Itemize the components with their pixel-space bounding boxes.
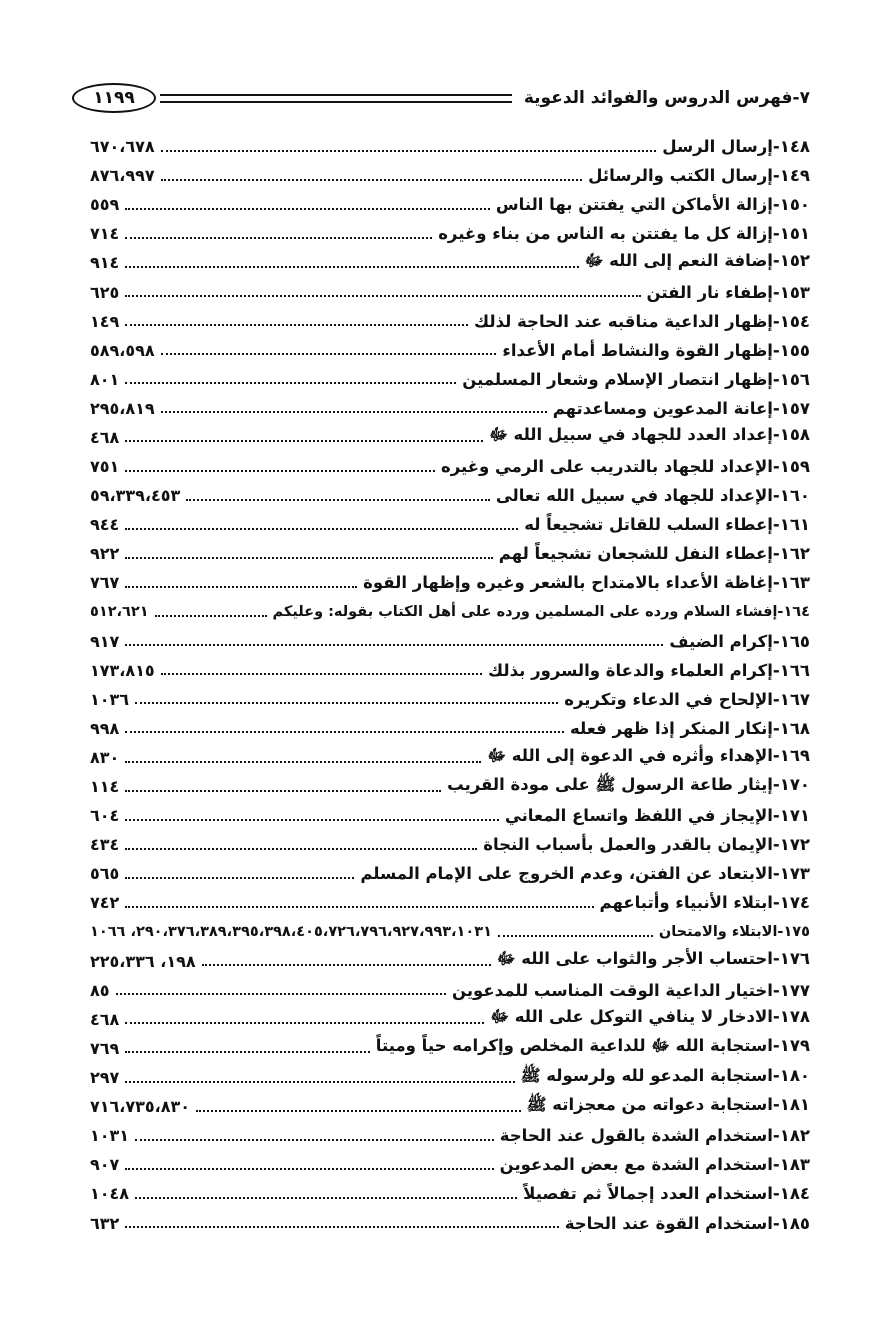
index-entry bbox=[90, 219, 810, 248]
entry-page-numbers: ١٩٨، ٢٢٥،٣٣٦ bbox=[90, 951, 196, 971]
entry-page-numbers: ٤٣٤ bbox=[90, 835, 120, 855]
dot-leader bbox=[125, 470, 435, 472]
entry-title: ١٧٠-إيثار طاعة الرسول ﷺ على مودة القريب bbox=[447, 774, 810, 794]
entry-title: ١٥٩-الإعداد للجهاد بالتدريب على الرمي وغيره bbox=[440, 457, 810, 477]
entry-title: ١٨٢-استخدام الشدة بالقول عند الحاجة bbox=[499, 1126, 810, 1146]
entry-title: ١٨٣-استخدام الشدة مع بعض المدعوين bbox=[499, 1155, 810, 1175]
entry-page-numbers: ٥٥٩ bbox=[90, 195, 120, 215]
index-list bbox=[90, 132, 810, 1238]
dot-leader bbox=[125, 324, 468, 326]
entry-title: ١٨٠-استجابة المدعو لله ولرسوله ﷺ bbox=[520, 1065, 810, 1085]
dot-leader bbox=[161, 353, 497, 355]
dot-leader bbox=[125, 266, 578, 268]
entry-title: ١٥٦-إظهار انتصار الإسلام وشعار المسلمين bbox=[462, 369, 810, 389]
entry-page-numbers: ٧٥١ bbox=[90, 457, 120, 477]
entry-page-numbers: ٥٨٩،٥٩٨ bbox=[90, 340, 155, 360]
dot-leader bbox=[125, 208, 490, 210]
entry-title: ١٥١-إزالة كل ما يفتتن به الناس من بناء وغيره bbox=[438, 224, 810, 244]
entry-page-numbers: ١٠٣٦ bbox=[90, 689, 130, 709]
entry-page-numbers: ٥٩،٣٣٩،٤٥٣ bbox=[90, 486, 181, 506]
dot-leader bbox=[135, 702, 558, 704]
entry-title: ١٦٤-إفشاء السلام ورده على المسلمين ورده على أهل الكتاب بقوله: وعليكم bbox=[272, 604, 810, 621]
entry-page-numbers: ٥١٢،٦٢١ bbox=[90, 604, 149, 621]
index-entry bbox=[90, 714, 810, 743]
index-entry bbox=[90, 1208, 810, 1237]
dot-leader bbox=[196, 1110, 521, 1112]
entry-title: ١٧١-الإيجاز في اللفظ واتساع المعاني bbox=[504, 806, 810, 826]
entry-title: ١٨٤-استخدام العدد إجمالاً ثم تفصيلاً bbox=[523, 1184, 810, 1204]
index-entry bbox=[90, 248, 810, 277]
index-entry bbox=[90, 539, 810, 568]
entry-page-numbers: ٦٢٥ bbox=[90, 282, 120, 302]
index-entry bbox=[90, 452, 810, 481]
entry-page-numbers: ٩٩٨ bbox=[90, 718, 120, 738]
entry-title: ١٨١-استجابة دعواته من معجزاته ﷺ bbox=[526, 1094, 810, 1114]
dot-leader bbox=[125, 1022, 484, 1024]
entry-title: ١٥٢-إضافة النعم إلى الله ﷻ bbox=[584, 250, 810, 270]
dot-leader bbox=[135, 1139, 494, 1141]
entry-page-numbers: ٧٦٧ bbox=[90, 573, 120, 593]
index-entry bbox=[90, 394, 810, 423]
entry-page-numbers: ٩١٤ bbox=[90, 253, 120, 273]
index-entry bbox=[90, 1150, 810, 1179]
entry-title: ١٤٩-إرسال الكتب والرسائل bbox=[588, 166, 810, 186]
dot-leader bbox=[125, 295, 640, 297]
dot-leader bbox=[125, 644, 663, 646]
entry-title: ١٥٨-إعداد العدد للجهاد في سبيل الله ﷻ bbox=[489, 425, 810, 445]
dot-leader bbox=[125, 1051, 370, 1053]
entry-page-numbers: ٩٤٤ bbox=[90, 515, 120, 535]
entry-title: ١٧٦-احتساب الأجر والثواب على الله ﷻ bbox=[496, 949, 810, 969]
entry-page-numbers: ١١٤ bbox=[90, 777, 120, 797]
entry-title: ١٦٦-إكرام العلماء والدعاة والسرور بذلك bbox=[488, 660, 810, 680]
index-entry bbox=[90, 1179, 810, 1208]
dot-leader bbox=[161, 150, 657, 152]
page-number: ١١٩٩ bbox=[72, 83, 156, 113]
dot-leader bbox=[125, 1168, 493, 1170]
dot-leader bbox=[161, 673, 482, 675]
index-entry bbox=[90, 132, 810, 161]
entry-page-numbers: ٩١٧ bbox=[90, 631, 120, 651]
entry-page-numbers: ١٠٤٨ bbox=[90, 1184, 130, 1204]
dot-leader bbox=[125, 906, 593, 908]
index-entry bbox=[90, 888, 810, 917]
entry-title: ١٧٧-اختيار الداعية الوقت المناسب للمدعوين bbox=[452, 980, 810, 1000]
dot-leader bbox=[125, 440, 483, 442]
entry-page-numbers: ٢٩٧ bbox=[90, 1068, 120, 1088]
index-entry bbox=[90, 598, 810, 627]
index-entry bbox=[90, 1034, 810, 1063]
dot-leader bbox=[125, 790, 441, 792]
entry-title: ١٦٩-الإهداء وأثره في الدعوة إلى الله ﷻ bbox=[487, 745, 810, 765]
entry-title: ١٦١-إعطاء السلب للقاتل تشجيعاً له bbox=[524, 515, 810, 535]
dot-leader bbox=[125, 848, 477, 850]
dot-leader bbox=[135, 1197, 517, 1199]
index-entry bbox=[90, 336, 810, 365]
index-entry bbox=[90, 1063, 810, 1092]
dot-leader bbox=[116, 993, 446, 995]
index-entry bbox=[90, 918, 810, 947]
entry-title: ١٦٨-إنكار المنكر إذا ظهر فعله bbox=[569, 718, 810, 738]
entry-title: ١٦٠-الإعداد للجهاد في سبيل الله تعالى bbox=[495, 486, 810, 506]
index-entry bbox=[90, 510, 810, 539]
entry-page-numbers: ٩٠٧ bbox=[90, 1155, 120, 1175]
entry-title: ١٧٥-الابتلاء والامتحان bbox=[658, 924, 810, 941]
entry-title: ١٧٣-الابتعاد عن الفتن، وعدم الخروج على الإمام المسلم bbox=[360, 864, 810, 884]
entry-title: ١٥٣-إطفاء نار الفتن bbox=[646, 282, 810, 302]
entry-page-numbers: ٨٠١ bbox=[90, 369, 120, 389]
entry-title: ١٥٤-إظهار الداعية مناقبه عند الحاجة لذلك bbox=[474, 311, 810, 331]
entry-title: ١٦٥-إكرام الضيف bbox=[669, 631, 810, 651]
entry-page-numbers: ٨٧٦،٩٩٧ bbox=[90, 166, 155, 186]
entry-title: ١٧٩-استجابة الله ﷻ للداعية المخلص وإكرامه حياً وميتاً bbox=[375, 1036, 810, 1056]
entry-page-numbers: ٦٣٢ bbox=[90, 1213, 120, 1233]
index-entry bbox=[90, 976, 810, 1005]
entry-title: ١٦٣-إغاظة الأعداء بالامتداح بالشعر وغيره وإظهار القوة bbox=[363, 573, 810, 593]
index-entry bbox=[90, 627, 810, 656]
index-entry bbox=[90, 743, 810, 772]
index-entry bbox=[90, 365, 810, 394]
entry-title: ١٦٢-إعطاء النفل للشجعان تشجيعاً لهم bbox=[498, 544, 810, 564]
entry-page-numbers: ٦٧٠،٦٧٨ bbox=[90, 137, 155, 157]
index-entry bbox=[90, 277, 810, 306]
dot-leader bbox=[125, 761, 481, 763]
dot-leader bbox=[498, 935, 653, 937]
dot-leader bbox=[125, 382, 456, 384]
entry-page-numbers: ٨٥ bbox=[90, 980, 110, 1000]
entry-page-numbers: ٤٦٨ bbox=[90, 1009, 120, 1029]
entry-page-numbers: ٩٢٢ bbox=[90, 544, 120, 564]
dot-leader bbox=[186, 499, 490, 501]
dot-leader bbox=[125, 586, 357, 588]
entry-page-numbers: ٢٩٥،٨١٩ bbox=[90, 398, 155, 418]
entry-title: ١٥٥-إظهار القوة والنشاط أمام الأعداء bbox=[502, 340, 810, 360]
dot-leader bbox=[125, 557, 492, 559]
index-entry bbox=[90, 190, 810, 219]
dot-leader bbox=[125, 237, 432, 239]
header-double-rule bbox=[160, 94, 512, 103]
dot-leader bbox=[125, 819, 499, 821]
dot-leader bbox=[125, 1226, 558, 1228]
entry-page-numbers: ٤٦٨ bbox=[90, 427, 120, 447]
index-entry bbox=[90, 568, 810, 597]
entry-title: ١٧٨-الادخار لا ينافي التوكل على الله ﷻ bbox=[490, 1007, 810, 1027]
entry-page-numbers: ٨٣٠ bbox=[90, 748, 120, 768]
entry-title: ١٥٠-إزالة الأماكن التي يفتتن بها الناس bbox=[495, 195, 810, 215]
dot-leader bbox=[125, 1081, 514, 1083]
index-entry bbox=[90, 947, 810, 976]
index-entry bbox=[90, 1005, 810, 1034]
index-entry bbox=[90, 423, 810, 452]
dot-leader bbox=[161, 179, 583, 181]
entry-title: ١٧٤-ابتلاء الأنبياء وأتباعهم bbox=[599, 893, 810, 913]
entry-page-numbers: ٧١٦،٧٣٥،٨٣٠ bbox=[90, 1097, 191, 1117]
dot-leader bbox=[125, 731, 564, 733]
entry-page-numbers: ١٤٩ bbox=[90, 311, 120, 331]
index-entry bbox=[90, 801, 810, 830]
entry-title: ١٦٧-الإلحاح في الدعاء وتكريره bbox=[564, 689, 810, 709]
index-entry bbox=[90, 859, 810, 888]
dot-leader bbox=[155, 615, 267, 617]
dot-leader bbox=[161, 411, 547, 413]
entry-title: ١٥٧-إعانة المدعوين ومساعدتهم bbox=[552, 398, 810, 418]
entry-page-numbers: ٧٦٩ bbox=[90, 1038, 120, 1058]
section-title: ٧-فهرس الدروس والفوائد الدعوية bbox=[523, 88, 810, 108]
index-entry bbox=[90, 481, 810, 510]
index-entry bbox=[90, 1121, 810, 1150]
entry-page-numbers: ٢٩٠،٣٧٦،٣٨٩،٣٩٥،٣٩٨،٤٠٥،٧٢٦،٧٩٦،٩٢٧،٩٩٣،١٠٣١، ١٠٦٦ bbox=[90, 924, 492, 941]
entry-page-numbers: ١٠٣١ bbox=[90, 1126, 130, 1146]
index-entry bbox=[90, 830, 810, 859]
dot-leader bbox=[202, 964, 491, 966]
entry-page-numbers: ٧٤٢ bbox=[90, 893, 120, 913]
entry-page-numbers: ١٧٣،٨١٥ bbox=[90, 660, 155, 680]
entry-title: ١٧٢-الإيمان بالقدر والعمل بأسباب النجاة bbox=[483, 835, 810, 855]
dot-leader bbox=[125, 528, 518, 530]
index-entry bbox=[90, 685, 810, 714]
entry-page-numbers: ٦٠٤ bbox=[90, 806, 120, 826]
index-entry bbox=[90, 161, 810, 190]
index-entry bbox=[90, 656, 810, 685]
index-entry bbox=[90, 307, 810, 336]
index-entry bbox=[90, 1092, 810, 1121]
index-entry bbox=[90, 772, 810, 801]
dot-leader bbox=[125, 877, 354, 879]
entry-page-numbers: ٧١٤ bbox=[90, 224, 120, 244]
entry-title: ١٤٨-إرسال الرسل bbox=[662, 137, 810, 157]
entry-title: ١٨٥-استخدام القوة عند الحاجة bbox=[564, 1213, 810, 1233]
entry-page-numbers: ٥٦٥ bbox=[90, 864, 120, 884]
page-header bbox=[72, 82, 810, 114]
